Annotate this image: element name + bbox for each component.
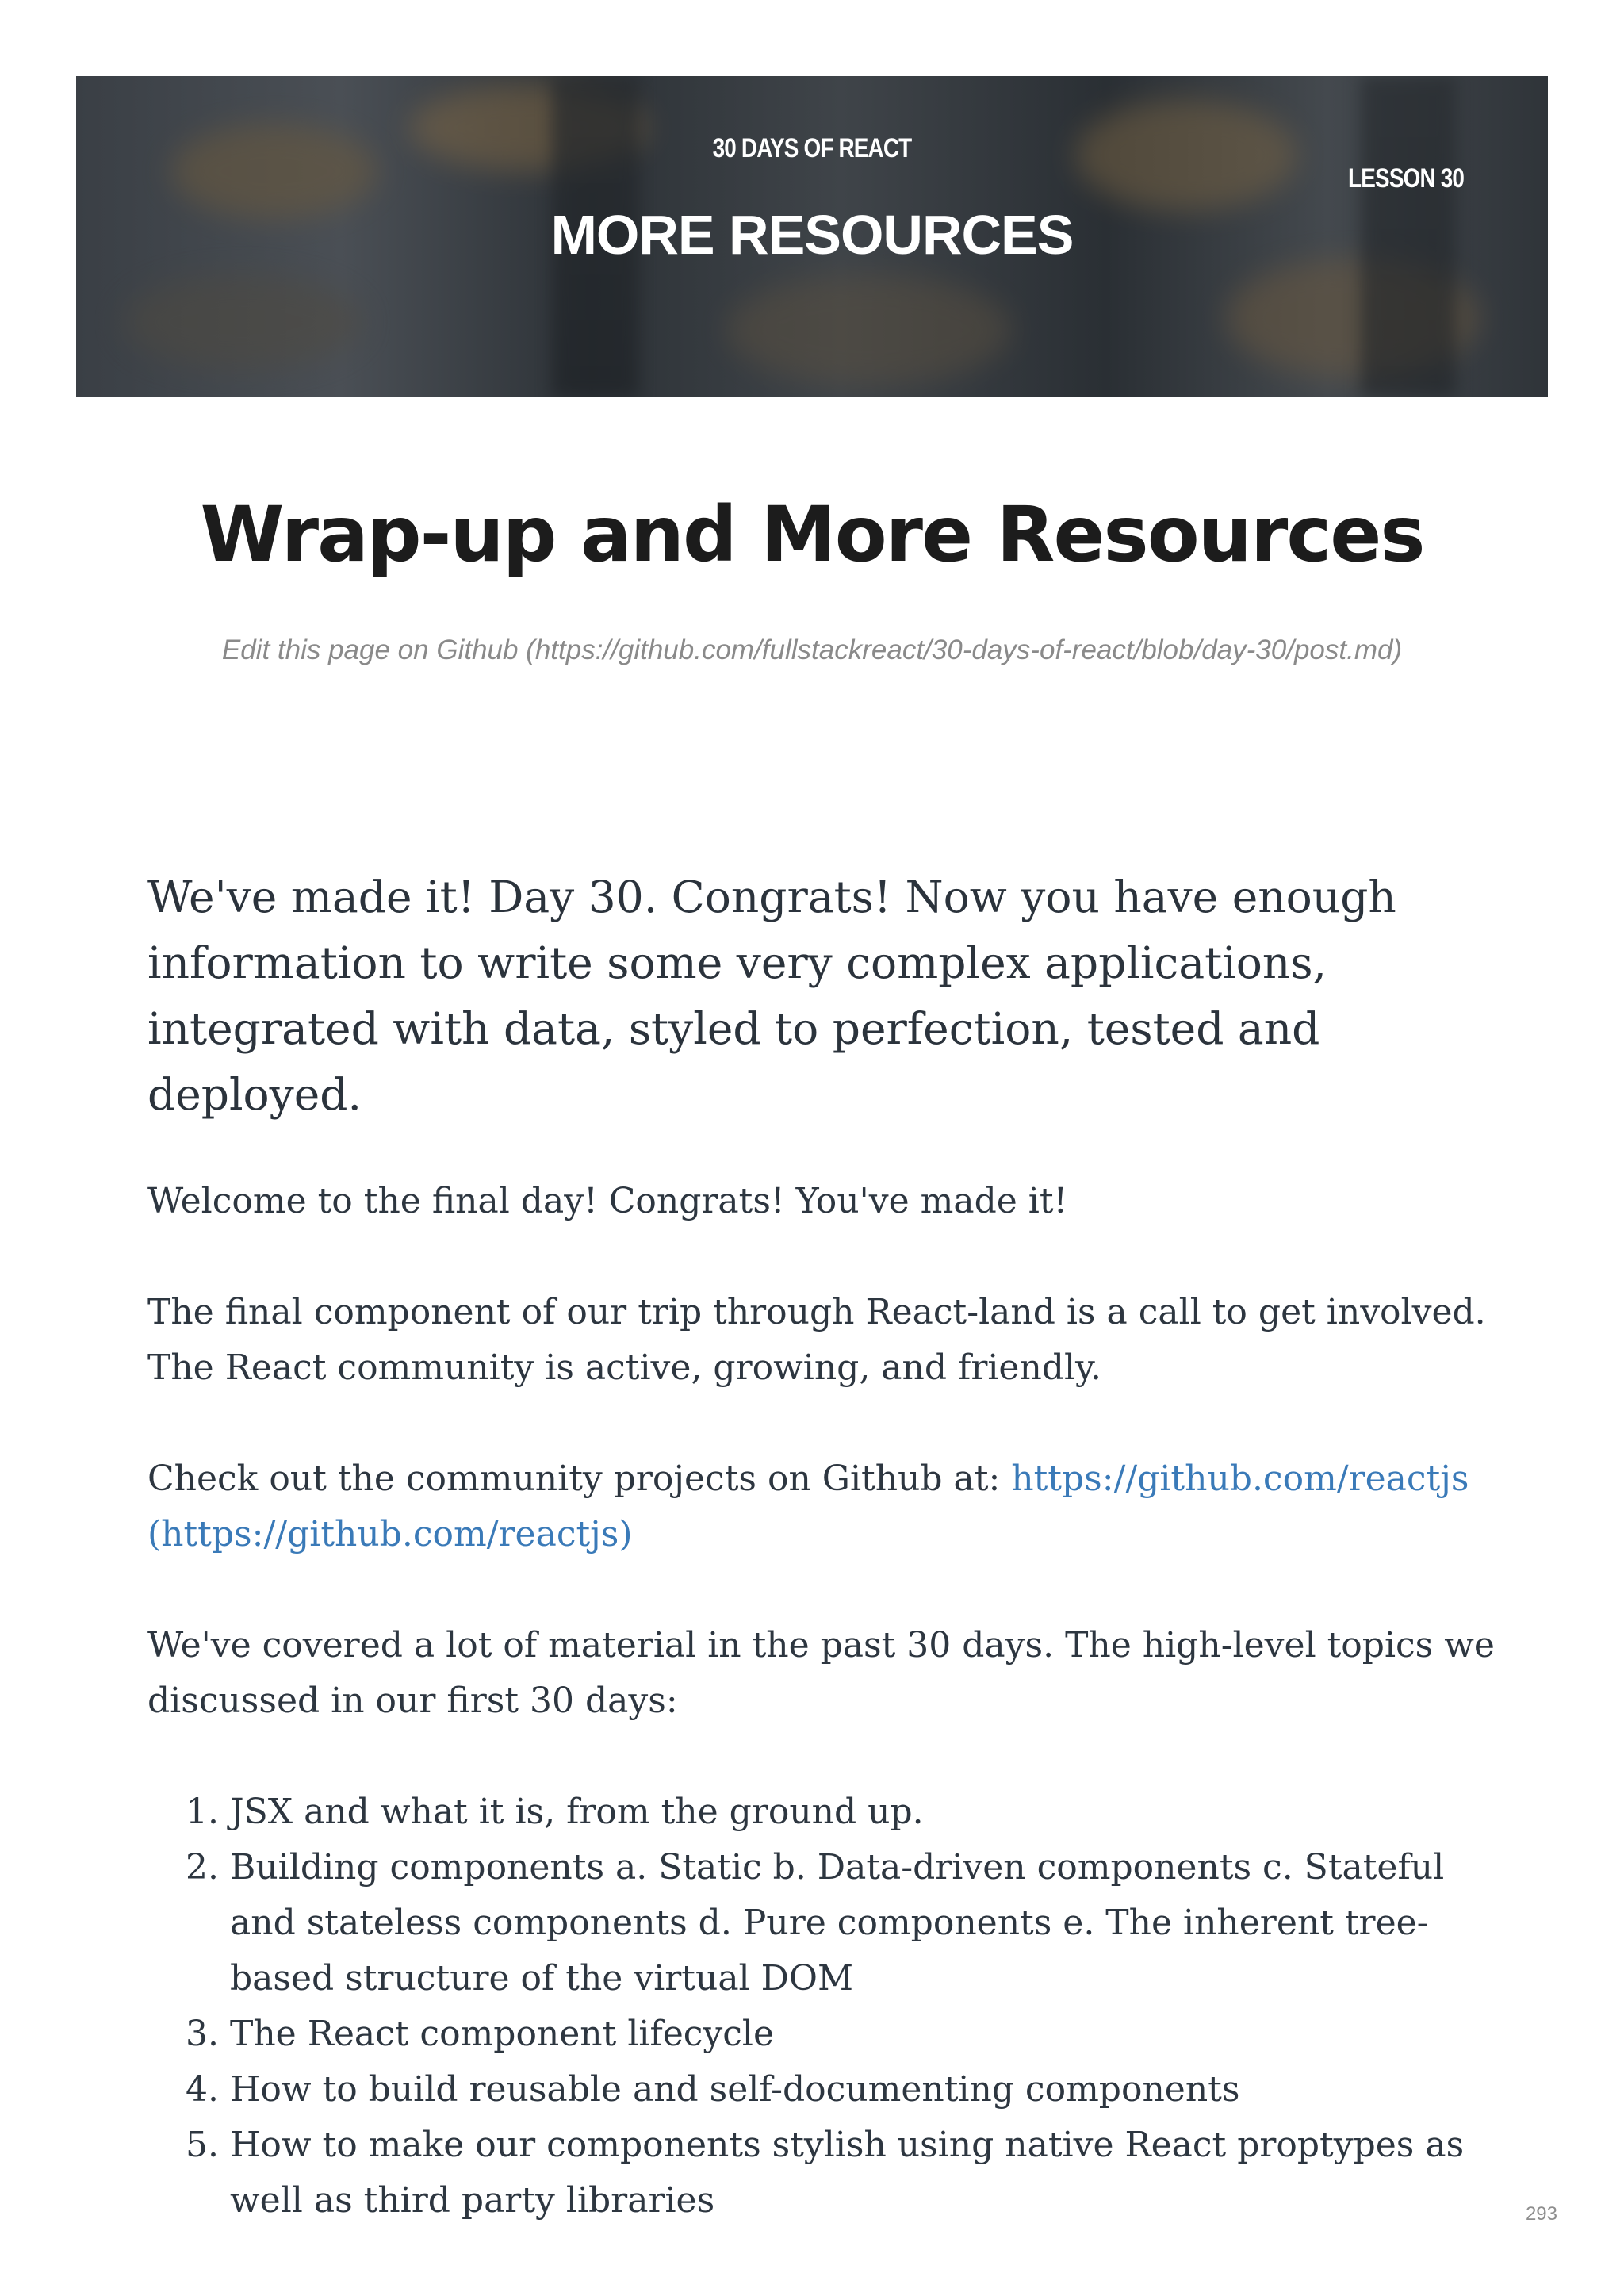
hero-banner [76,76,1548,397]
hero-bg-foliage [726,274,1012,385]
lead-paragraph: We've made it! Day 30. Congrats! Now you have enough information to write some very complex applications, integrated with data, styled to perfection, tested and deployed. [147,872,1396,1120]
topics-list [147,1784,1496,2229]
hero-brand: 30 DAYS OF REACT [712,133,912,163]
welcome-paragraph: Welcome to the final day! Congrats! You've made it! [147,1181,1068,1221]
article-body [147,864,1496,2229]
community-paragraph: The final component of our trip through React-land is a call to get involved. The React community is active, growing, and friendly. [147,1292,1486,1388]
covered-paragraph: We've covered a lot of material in the past 30 days. The high-level topics we discussed in our first 30 days: [147,1625,1495,1721]
page-title: Wrap-up and More Resources [200,490,1424,579]
check-out-text: Check out the community projects on Github at: [147,1458,1012,1499]
hero-title: MORE RESOURCES [550,204,1074,266]
hero-lesson-label: LESSON 30 [1347,163,1464,194]
list-item: 1. JSX and what it is, from the ground up. [230,1784,1496,1840]
list-item: 3. The React component lifecycle [230,2007,1496,2062]
check-out-paragraph [147,1451,1496,1562]
list-item: 4. How to build reusable and self-documenting components [230,2062,1496,2118]
hero-bg-foliage [124,274,362,370]
edit-on-github-link[interactable]: Edit this page on Github (https://github.com/fullstackreact/30-days-of-react/blob/day-30/post.md) [221,634,1403,665]
list-item: 2. Building components a. Static b. Data-driven components c. Stateful and stateless components d. Pure components e. The inherent tree-based structure of the virtual DOM [230,1840,1496,2007]
list-item: 5. How to make our components stylish using native React proptypes as well as third party libraries [230,2118,1496,2229]
reactjs-github-link[interactable]: https://github.com/reactjs (https://github.com/reactjs) [147,1458,1469,1554]
page-number: 293 [1525,2203,1557,2225]
